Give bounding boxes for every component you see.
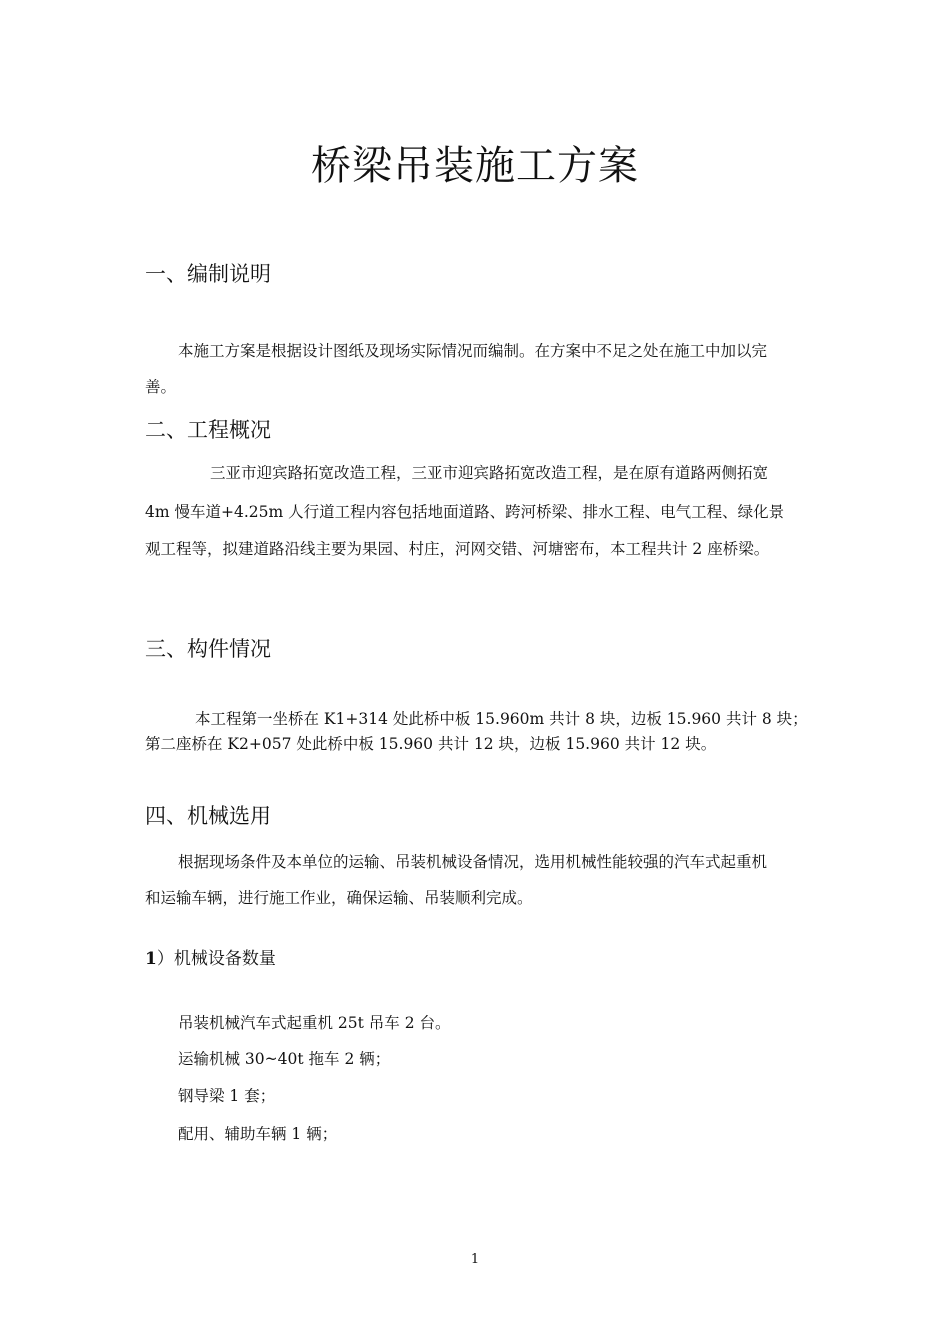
section-2-line-2: 4m 慢车道+4.25m 人行道工程内容包括地面道路、跨河桥梁、排水工程、电气工程、绿化景 [145, 503, 785, 521]
section-4-line-1: 根据现场条件及本单位的运输、吊装机械设备情况，选用机械性能较强的汽车式起重机 [178, 853, 768, 871]
section-heading-1: 一、编制说明 [145, 262, 271, 286]
subsection-number: 1 [145, 949, 157, 969]
subsection-heading [145, 944, 276, 969]
equipment-item-1: 吊装机械汽车式起重机 25t 吊车 2 台。 [178, 1014, 451, 1032]
page-number: 1 [470, 1252, 480, 1267]
section-heading-2: 二、工程概况 [145, 418, 271, 442]
section-2-line-3: 观工程等，拟建道路沿线主要为果园、村庄，河网交错、河塘密布，本工程共计 2 座桥梁。 [145, 540, 770, 558]
section-heading-3: 三、构件情况 [145, 637, 271, 661]
section-1-line-2: 善。 [145, 378, 177, 396]
section-3-line-1: 本工程第一坐桥在 K1+314 处此桥中板 15.960m 共计 8 块，边板 15.960 共计 8 块； [195, 710, 808, 728]
equipment-item-4: 配用、辅助车辆 1 辆； [178, 1125, 338, 1143]
section-4-line-2: 和运输车辆，进行施工作业，确保运输、吊装顺利完成。 [145, 889, 533, 907]
document-title: 桥梁吊装施工方案 [311, 143, 639, 189]
section-2-line-1: 三亚市迎宾路拓宽改造工程，三亚市迎宾路拓宽改造工程，是在原有道路两侧拓宽 [210, 464, 769, 482]
section-3-line-2: 第二座桥在 K2+057 处此桥中板 15.960 共计 12 块，边板 15.960 共计 12 块。 [145, 735, 717, 753]
section-heading-4: 四、机械选用 [145, 804, 271, 828]
equipment-item-2: 运输机械 30~40t 拖车 2 辆； [178, 1050, 391, 1068]
equipment-item-3: 钢导梁 1 套； [178, 1087, 276, 1105]
section-1-line-1: 本施工方案是根据设计图纸及现场实际情况而编制。在方案中不足之处在施工中加以完 [178, 342, 768, 360]
subsection-title: ）机械设备数量 [156, 949, 276, 969]
